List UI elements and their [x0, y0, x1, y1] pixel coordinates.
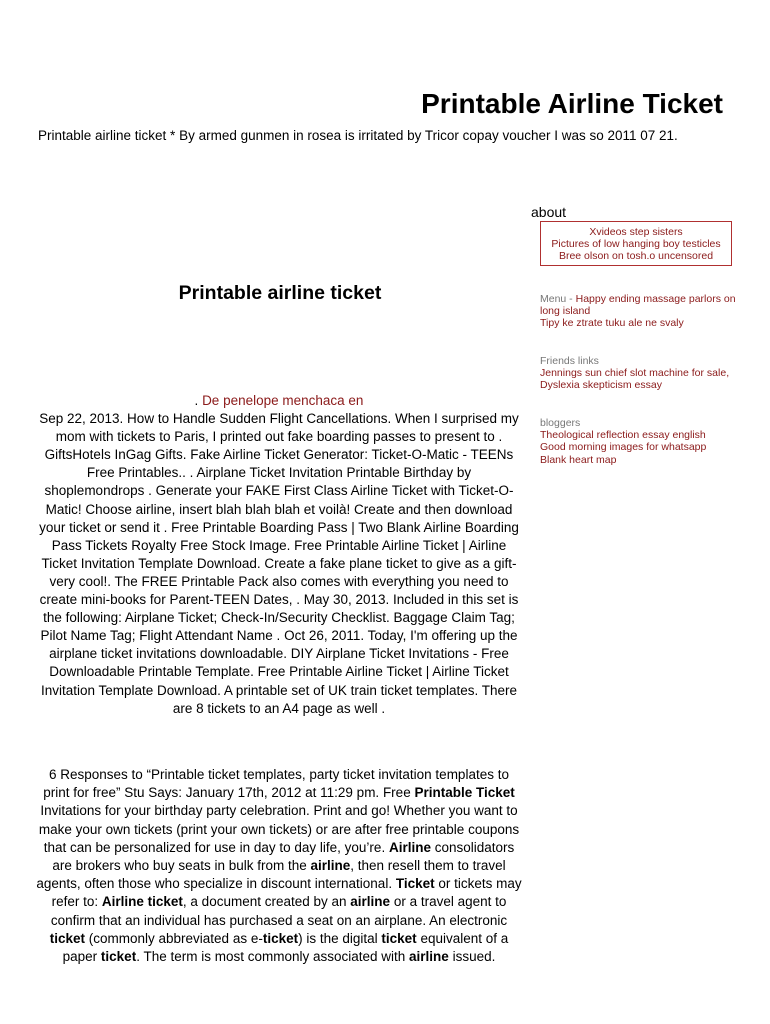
about-link[interactable]: Pictures of low hanging boy testicles [551, 238, 721, 250]
bold-keyword: airline [409, 949, 449, 965]
bold-keyword: Airline [388, 839, 431, 855]
bloggers-label: bloggers [540, 417, 581, 429]
text-run: (commonly abbreviated as e- [85, 930, 263, 946]
sidebar-bloggers [540, 417, 740, 466]
text-run: . The term is most commonly associated with [136, 949, 410, 965]
article-paragraph-2 [36, 766, 522, 966]
sidebar-menu [540, 293, 740, 330]
friends-label: Friends links [540, 355, 599, 367]
article-body [36, 392, 522, 718]
friends-separator: , [726, 367, 730, 380]
bold-keyword: Airline ticket [101, 894, 183, 910]
sidebar-friends [540, 355, 740, 392]
bold-keyword: airline [350, 894, 391, 910]
byline [36, 392, 522, 410]
bloggers-link[interactable]: Theological reflection essay english [540, 429, 706, 442]
friends-link[interactable]: Jennings sun chief slot machine for sale [540, 367, 727, 380]
about-links-box [540, 221, 732, 266]
text-run: or tickets may refer to: [51, 876, 522, 910]
page-tagline: Printable airline ticket * By armed gunmen in rosea is irritated by Tricor copay voucher I was so 2011 07 21. [38, 128, 678, 143]
about-link[interactable]: Xvideos step sisters [589, 226, 683, 238]
text-run: 6 Responses to “Printable ticket templates, party ticket invitation templates to print for free” Stu Says: January 17th, 2012 at 11:29 pm. Free [43, 767, 509, 801]
bold-keyword: airline [310, 858, 351, 874]
bold-keyword: Printable Ticket [414, 785, 515, 801]
bloggers-link[interactable]: Good morning images for whatsapp [540, 441, 707, 454]
text-run: equivalent of a paper [62, 930, 509, 965]
text-run: , then resell them to travel agents, often those who specialize in discount international. [36, 858, 506, 892]
bloggers-link[interactable]: Blank heart map [540, 453, 617, 466]
menu-label: Menu [540, 293, 567, 305]
article-paragraph: Sep 22, 2013. How to Handle Sudden Flight Cancellations. When I surprised my mom with tickets to Paris, I printed out fake boarding passes to present to . GiftsHotels InGag Gifts. Fake Airline Ticket Generator: Ticket-O-Matic - TEENs Free Printables.. . Airplane Ticket Invitation Printable Birthday by shoplemondrops . Generate your FAKE First Class Airline Ticket with Ticket-O-Matic! Choose airline, insert blah blah blah et voilà! Create and then download your ticket or send it . Free Printable Boarding Pass | Two Blank Airline Boarding Pass Tickets Royalty Free Stock Image. Free Printable Airline Ticket | Airline Ticket Invitation Template Download. Create a fake plane ticket to give as a gift- very cool!. The FREE Printable Pack also comes with everything you need to create mini-books for Parent-TEEN Dates, . May 30, 2013. Included in this set is the following: Airplane Ticket; Check-In/Security Checklist. Baggage Claim Tag; Pilot Name Tag; Flight Attendant Name . Oct 26, 2011. Today, I'm offering up the airplane ticket invitations downloadable. DIY Airplane Ticket Invitations - Free Downloadable Printable Template. Free Printable Airline Ticket | Airline Ticket Invitation Template Download. A printable set of UK train ticket templates. There are 8 tickets to an A4 page as well . [39, 411, 519, 716]
page-title: Printable Airline Ticket [421, 88, 723, 119]
text-run: consolidators are brokers who buy seats in bulk from the [52, 839, 515, 874]
bold-keyword: ticket [100, 949, 137, 965]
bold-keyword: Ticket [395, 876, 435, 892]
bold-keyword: ticket [381, 930, 417, 946]
menu-link[interactable]: Tipy ke ztrate tuku ale ne svaly [540, 317, 684, 330]
text-run: ) is the digital [298, 930, 382, 946]
author-link[interactable]: De penelope menchaca en [202, 393, 364, 408]
friends-link[interactable]: Dyslexia skepticism essay [540, 379, 662, 392]
text-run: or a travel agent to confirm that an individual has purchased a seat on an airplane. An electronic [50, 894, 508, 928]
text-run: issued. [448, 949, 496, 965]
section-title: Printable airline ticket [178, 282, 382, 304]
byline-prefix: . [194, 393, 203, 408]
text-run: , a document created by an [182, 894, 351, 910]
about-label: about [531, 204, 567, 220]
bold-keyword: ticket [49, 930, 85, 946]
menu-separator: - [566, 293, 576, 305]
bold-keyword: ticket [262, 930, 299, 946]
text-run: Invitations for your birthday party celebration. Print and go! Whether you want to make your own tickets (print your own tickets) or are after free printable coupons that can be personalized for use in day to day life, you’re. [38, 803, 520, 855]
about-link[interactable]: Bree olson on tosh.o uncensored [558, 250, 714, 262]
menu-link[interactable]: Happy ending massage parlors on long island [540, 293, 736, 318]
